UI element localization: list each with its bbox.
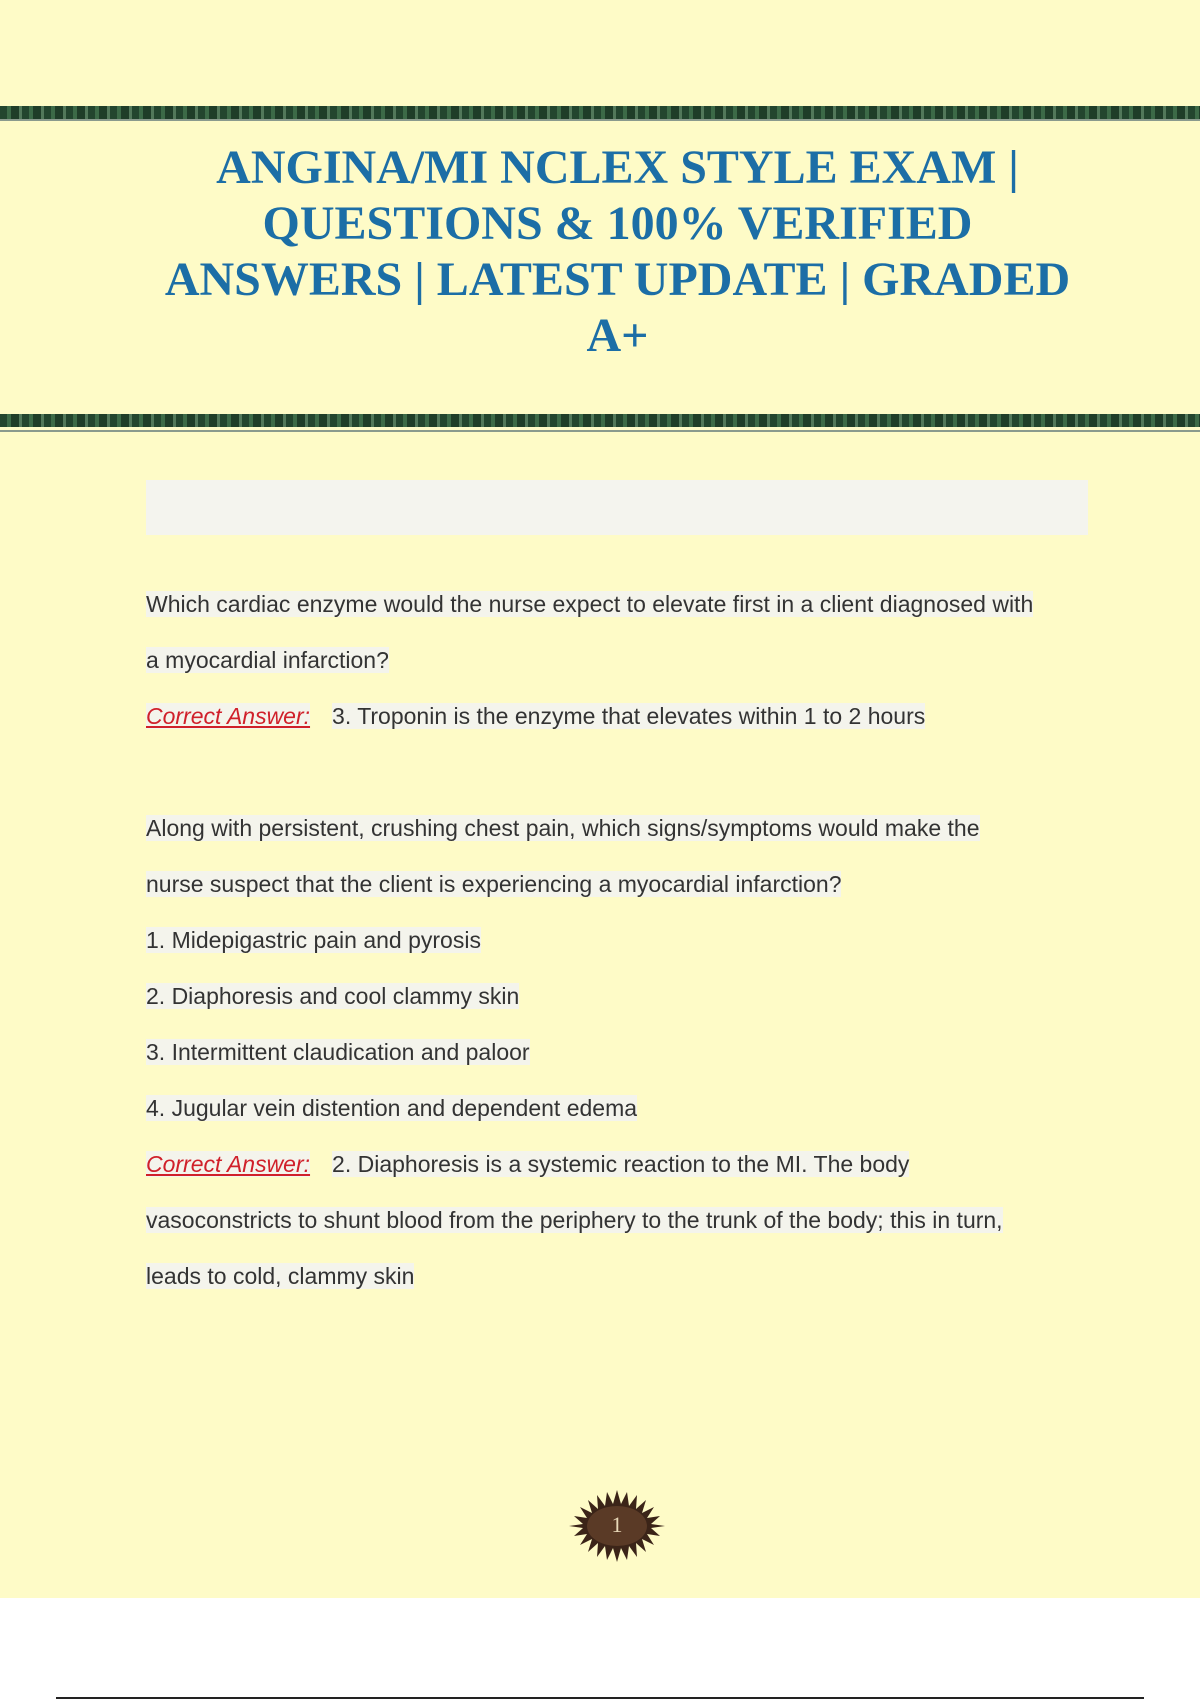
decorative-border-top (0, 106, 1200, 119)
option-item: 2. Diaphoresis and cool clammy skin (146, 983, 520, 1009)
question-line: a myocardial infarction? (146, 647, 389, 673)
option-item: 4. Jugular vein distention and dependent edema (146, 1095, 638, 1121)
option-item: 1. Midepigastric pain and pyrosis (146, 927, 481, 953)
question-line: nurse suspect that the client is experiencing a myocardial infarction? (146, 871, 842, 897)
decorative-border-bottom (0, 414, 1200, 427)
correct-answer-label: Correct Answer: (146, 703, 311, 729)
correct-answer-label: Correct Answer: (146, 1151, 311, 1177)
questions-content (146, 576, 1096, 1304)
answer-line: Correct Answer: 2. Diaphoresis is a systemic reaction to the MI. The body (146, 1151, 910, 1177)
blank-header-box (146, 480, 1088, 535)
border-line-bottom (0, 430, 1200, 432)
page-number: 1 (611, 1512, 623, 1537)
answer-line: leads to cold, clammy skin (146, 1263, 415, 1289)
question-block (146, 576, 1096, 744)
question-line: Which cardiac enzyme would the nurse expect to elevate first in a client diagnosed with (146, 591, 1034, 617)
bottom-rule (56, 1697, 1144, 1699)
option-item: 3. Intermittent claudication and paloor (146, 1039, 530, 1065)
answer-line: vasoconstricts to shunt blood from the periphery to the trunk of the body; this in turn, (146, 1207, 1003, 1233)
question-line: Along with persistent, crushing chest pain, which signs/symptoms would make the (146, 815, 980, 841)
border-line-top (0, 119, 1200, 121)
question-block (146, 800, 1096, 1304)
spacer (146, 744, 1096, 800)
answer-line: Correct Answer: 3. Troponin is the enzyme that elevates within 1 to 2 hours (146, 703, 926, 729)
document-title: ANGINA/MI NCLEX STYLE EXAM | QUESTIONS & 100% VERIFIED ANSWERS | LATEST UPDATE | GRADED A+ (164, 141, 1071, 362)
